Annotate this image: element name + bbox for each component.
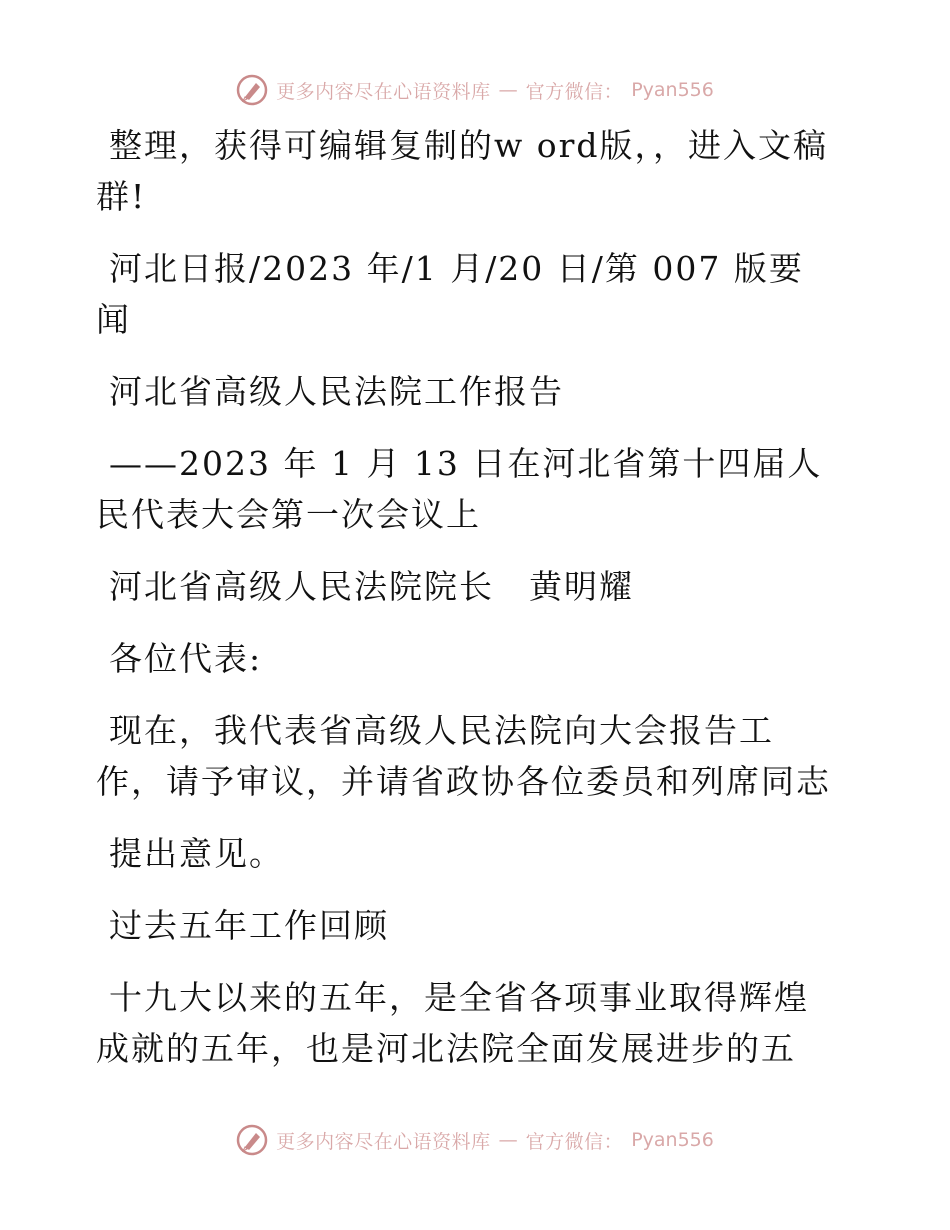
watermark-account: Pyan556	[631, 1129, 714, 1151]
paragraph-subtitle: ——2023 年 1 月 13 日在河北省第十四届人民代表大会第一次会议上	[96, 444, 823, 534]
paragraph-author: 河北省高级人民法院院长 黄明耀	[109, 567, 634, 606]
paragraph-intro: 整理，获得可编辑复制的w ord版，，进入文稿群!	[96, 126, 829, 216]
watermark-label: 官方微信：	[525, 1130, 624, 1153]
header-watermark	[0, 70, 950, 110]
watermark-label: 官方微信：	[525, 80, 624, 103]
paragraph-opening: 现在，我代表省高级人民法院向大会报告工作，请予审议，并请省政协各位委员和列席同志	[96, 711, 831, 801]
paragraph-source: 河北日报/2023 年/1 月/20 日/第 007 版要闻	[96, 249, 804, 339]
watermark-account: Pyan556	[631, 79, 714, 101]
pen-logo-icon	[236, 74, 268, 106]
paragraph-review: 十九大以来的五年，是全省各项事业取得辉煌成就的五年，也是河北法院全面发展进步的五	[96, 978, 809, 1068]
watermark-dash: —	[498, 1129, 518, 1151]
paragraph-salutation: 各位代表:	[109, 639, 263, 678]
pen-logo-icon	[236, 1124, 268, 1156]
footer-watermark	[0, 1120, 950, 1160]
paragraph-opening-cont: 提出意见。	[109, 834, 284, 873]
watermark-dash: —	[498, 79, 518, 101]
document-body	[96, 120, 836, 1095]
watermark-site-text: 更多内容尽在心语资料库	[276, 80, 491, 103]
watermark-site-text: 更多内容尽在心语资料库	[276, 1130, 491, 1153]
paragraph-title: 河北省高级人民法院工作报告	[109, 372, 564, 411]
paragraph-section-heading: 过去五年工作回顾	[109, 906, 389, 945]
